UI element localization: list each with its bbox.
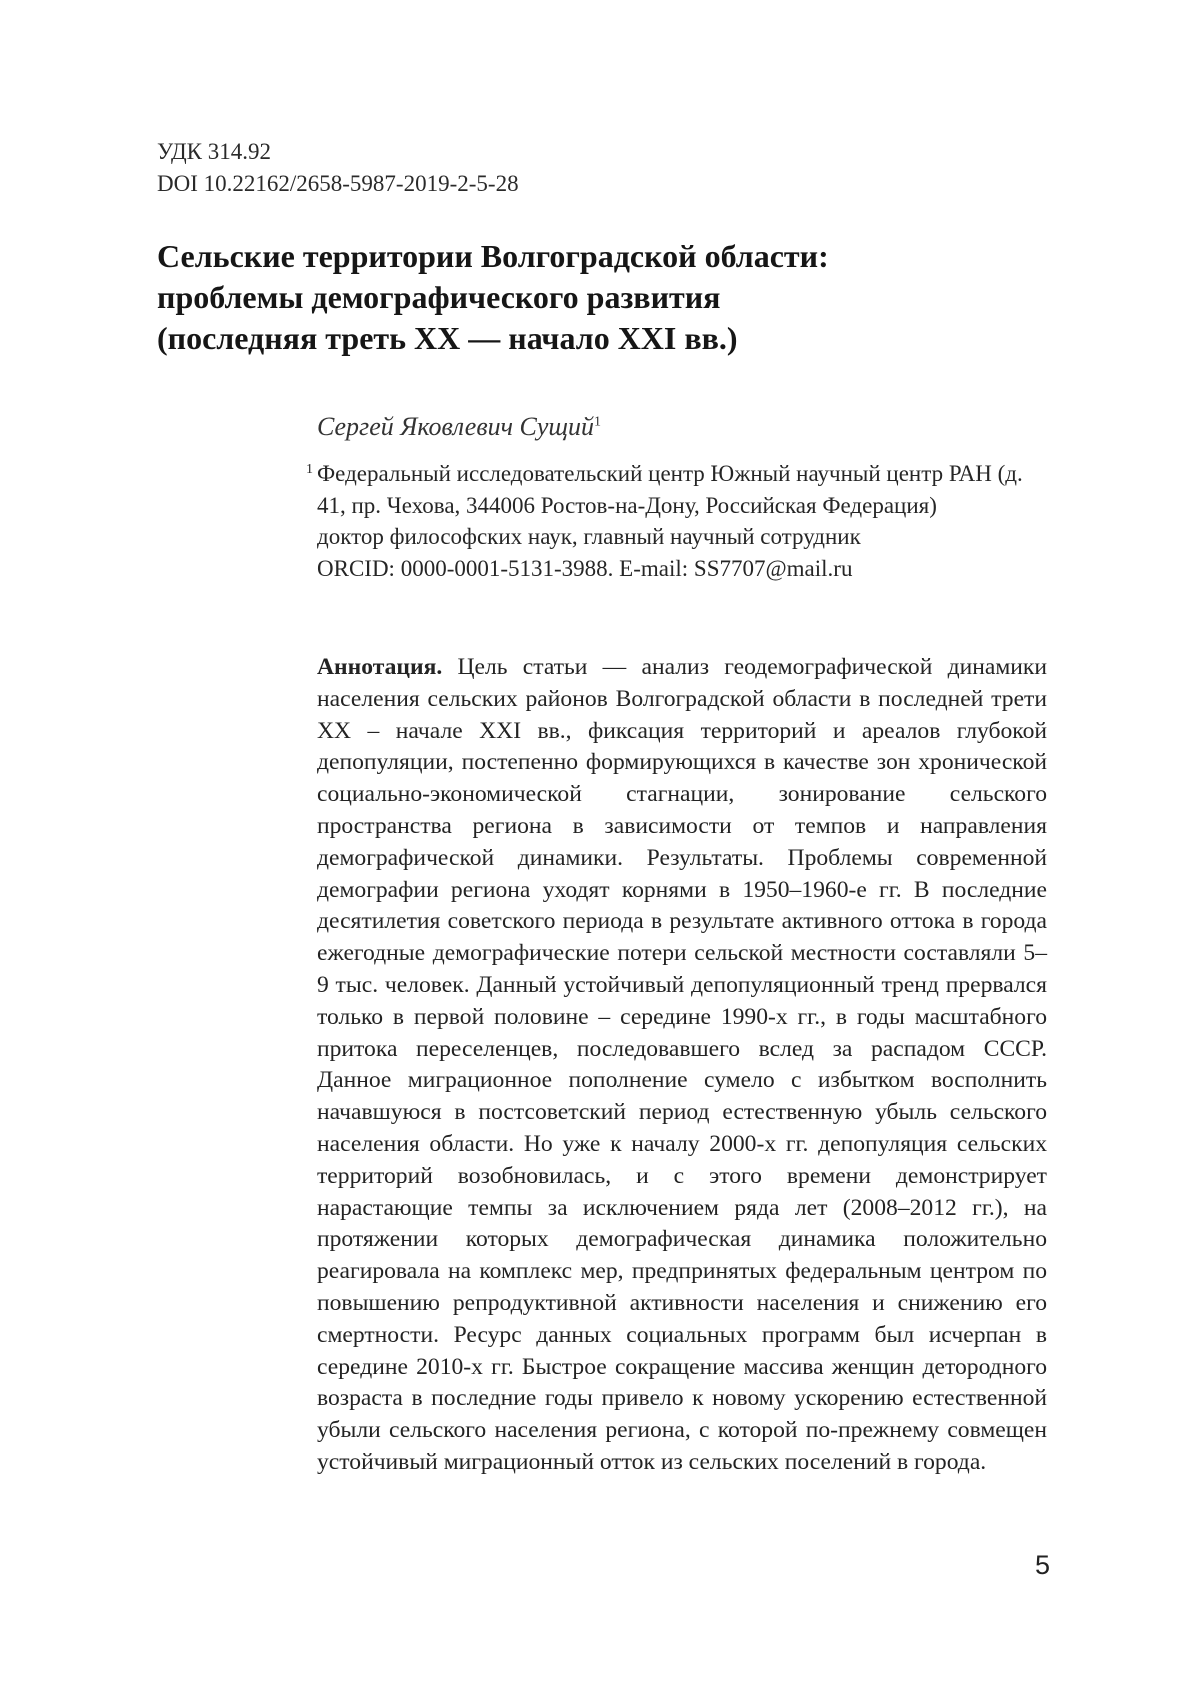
abstract-label: Аннотация. xyxy=(317,654,443,680)
title-line: проблемы демографического развития xyxy=(157,279,721,315)
author-affiliation-ref: 1 xyxy=(594,414,602,430)
article-title xyxy=(157,236,1057,359)
abstract-text: Цель статьи — анализ геодемографической динамики населения сельских районов Волгоградской области в последней трети ХХ – начале XXI вв., фиксация территорий и ареалов глубокой депопуляции, постепенно формирующихся в качестве зон хронической социально-экономической стагнации, зонирование сельского пространства региона в зависимости от темпов и направления демографической динамики. Результаты. Проблемы современной демографии региона уходят корнями в 1950–1960-е гг. В последние десятилетия советского периода в результате активного оттока в города ежегодные демографические потери сельской местности составляли 5–9 тыс. человек. Данный устойчивый депопуляционный тренд прервался только в первой половине – середине 1990-х гг., в годы масштабного притока переселенцев, последовавшего вслед за распадом СССР. Данное миграционное пополнение сумело с избытком восполнить начавшуюся в постсоветский период естественную убыль сельского населения области. Но уже к началу 2000-х гг. депопуляция сельских территорий возобновилась, и с этого времени демонстрирует нарастающие темпы за исключением ряда лет (2008–2012 гг.), на протяжении которых демографическая динамика положительно реагировала на комплекс мер, предпринятых федеральным центром по повышению репродуктивной активности населения и снижению его смертности. Ресурс данных социальных программ был исчерпан в середине 2010-х гг. Быстрое сокращение массива женщин детородного возраста в последние годы привело к новому ускорению естественной убыли сельского населения региона, с которой по-прежнему совмещен устойчивый миграционный отток из сельских поселений в города. xyxy=(317,654,1047,1475)
affiliation-organization: Федеральный исследовательский центр Южный научный центр РАН (д. 41, пр. Чехова, 344006 Ростов-на-Дону, Российская Федерация) xyxy=(317,461,1023,518)
abstract xyxy=(317,652,1047,1479)
article-metadata xyxy=(157,136,519,200)
title-line: Сельские территории Волгоградской области: xyxy=(157,238,829,274)
author-position: доктор философских наук, главный научный сотрудник xyxy=(317,524,861,549)
page-number: 5 xyxy=(1034,1550,1050,1580)
author xyxy=(317,412,601,442)
udc-code: УДК 314.92 xyxy=(157,139,271,164)
affiliation-ref: 1 xyxy=(306,462,313,477)
title-line: (последняя треть ХХ — начало XXI вв.) xyxy=(157,320,738,356)
doi[interactable]: DOI 10.22162/2658-5987-2019-2-5-28 xyxy=(157,171,519,196)
author-contacts: ORCID: 0000-0001-5131-3988. E-mail: SS7707@mail.ru xyxy=(317,555,853,581)
author-name: Сергей Яковлевич Сущий xyxy=(317,412,595,441)
author-affiliation xyxy=(306,458,1047,584)
